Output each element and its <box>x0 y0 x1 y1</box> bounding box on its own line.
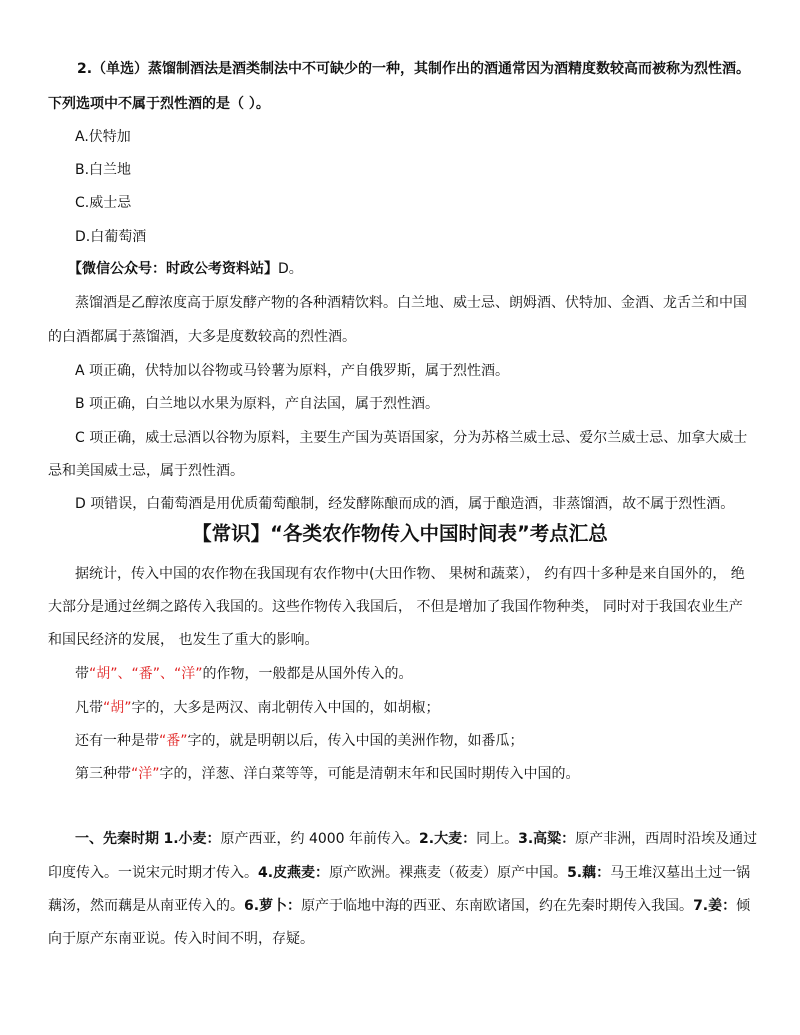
hu-line-mark: “胡” <box>103 700 132 716</box>
crop-3-text-a: 原产非洲，西周时沿埃及通过 <box>575 831 758 847</box>
answer-value: D。 <box>278 261 303 277</box>
crop-1-text: 原产西亚，约 4000 年前传入。 <box>220 831 420 847</box>
yang-mark: “洋” <box>174 666 203 682</box>
preqin-line-4: 向于原产东南亚说。传入时间不明，存疑。 <box>48 931 314 947</box>
crop-7-label: 7.姜： <box>693 898 737 914</box>
fan-line-suffix: 字的，就是明朝以后，传入中国的美洲作物，如番瓜； <box>187 733 524 749</box>
crop-7-text-a: 倾 <box>736 898 751 914</box>
crop-6-label: 6.萝卜： <box>244 898 302 914</box>
answer-source-label: 【微信公众号：时政公考资料站】 <box>68 261 278 277</box>
rule-sep-1: 、 <box>117 666 132 682</box>
preqin-line-2 <box>48 863 750 883</box>
yang-line-prefix: 第三种带 <box>75 766 131 782</box>
yang-line-mark: “洋” <box>131 766 160 782</box>
rule-suffix: 的作物，一般都是从国外传入的。 <box>202 666 413 682</box>
crop-4-label: 4.皮燕麦： <box>258 865 330 881</box>
intro-line-2: 大部分是通过丝绸之路传入我国的。这些作物传入我国后， 不但是增加了我国作物种类， 同时对于我国农业生产 <box>48 599 743 615</box>
fan-line-mark: “番” <box>159 733 188 749</box>
explanation-line-7: D 项错误，白葡萄酒是用优质葡萄酿制，经发酵陈酿而成的酒，属于酿造酒，非蒸馏酒，故不属于烈性酒。 <box>75 496 735 512</box>
option-c: C.威士忌 <box>75 195 132 211</box>
fan-mark: “番” <box>131 666 161 682</box>
option-b: B.白兰地 <box>75 162 132 178</box>
hu-line <box>75 698 440 718</box>
rule-line <box>75 664 413 684</box>
section-title: 【常识】“各类农作物传入中国时间表”考点汇总 <box>192 522 608 545</box>
crop-5-text-a: 马王堆汉墓出土过一锅 <box>610 865 751 881</box>
yang-line <box>75 764 580 784</box>
intro-line-3: 和国民经济的发展， 也发生了重大的影响。 <box>48 632 319 648</box>
explanation-line-2: 的白酒都属于蒸馏酒，大多是度数较高的烈性酒。 <box>48 329 356 345</box>
yang-line-suffix: 字的，洋葱、洋白菜等等，可能是清朝末年和民国时期传入中国的。 <box>159 766 580 782</box>
preqin-line-1 <box>75 829 757 849</box>
explanation-line-1: 蒸馏酒是乙醇浓度高于原发酵产物的各种酒精饮料。白兰地、威士忌、朗姆酒、伏特加、金酒、龙舌兰和中国 <box>75 295 747 311</box>
crop-5-text-b: 藕汤，然而藕是从南亚传入的。 <box>48 898 244 914</box>
crop-1-label: 1.小麦： <box>163 831 221 847</box>
option-d: D.白葡萄酒 <box>75 229 147 245</box>
hu-line-suffix: 字的，大多是两汉、南北朝传入中国的，如胡椒； <box>131 700 440 716</box>
rule-sep-2: 、 <box>160 666 175 682</box>
explanation-line-6: 忌和美国威士忌，属于烈性酒。 <box>48 463 244 479</box>
crop-3-text-b: 印度传入。一说宋元时期才传入。 <box>48 865 258 881</box>
preqin-line-3 <box>48 896 750 916</box>
fan-line <box>75 731 524 751</box>
explanation-line-5: C 项正确，威士忌酒以谷物为原料，主要生产国为英语国家，分为苏格兰威士忌、爱尔兰威士忌、加拿大威士 <box>75 430 748 446</box>
question-line-1: 2.（单选）蒸馏制酒法是酒类制法中不可缺少的一种，其制作出的酒通常因为酒精度数较高而被称为烈性酒。 <box>77 61 751 77</box>
explanation-line-4: B 项正确，白兰地以水果为原料，产自法国，属于烈性酒。 <box>75 396 440 412</box>
fan-line-prefix: 还有一种是带 <box>75 733 159 749</box>
crop-2-label: 2.大麦： <box>419 831 477 847</box>
intro-line-1: 据统计，传入中国的农作物在我国现有农作物中(大田作物、 果树和蔬菜）， 约有四十多种是来自国外的， 绝 <box>75 566 745 582</box>
preqin-label: 一、先秦时期 <box>75 831 159 847</box>
crop-6-text: 原产于临地中海的西亚、东南欧诸国，约在先秦时期传入我国。 <box>301 898 694 914</box>
crop-3-label: 3.高粱： <box>518 831 576 847</box>
crop-5-label: 5.藕： <box>567 865 611 881</box>
question-line-2: 下列选项中不属于烈性酒的是（ ）。 <box>48 96 270 112</box>
hu-line-prefix: 凡带 <box>75 700 103 716</box>
crop-4-text: 原产欧洲。裸燕麦（莜麦）原产中国。 <box>329 865 568 881</box>
option-a: A.伏特加 <box>75 129 131 145</box>
explanation-line-3: A 项正确，伏特加以谷物或马铃薯为原料，产自俄罗斯，属于烈性酒。 <box>75 363 510 379</box>
crop-2-text: 同上。 <box>476 831 519 847</box>
answer-line <box>68 259 303 279</box>
hu-mark: “胡” <box>89 666 118 682</box>
rule-prefix: 带 <box>75 666 89 682</box>
